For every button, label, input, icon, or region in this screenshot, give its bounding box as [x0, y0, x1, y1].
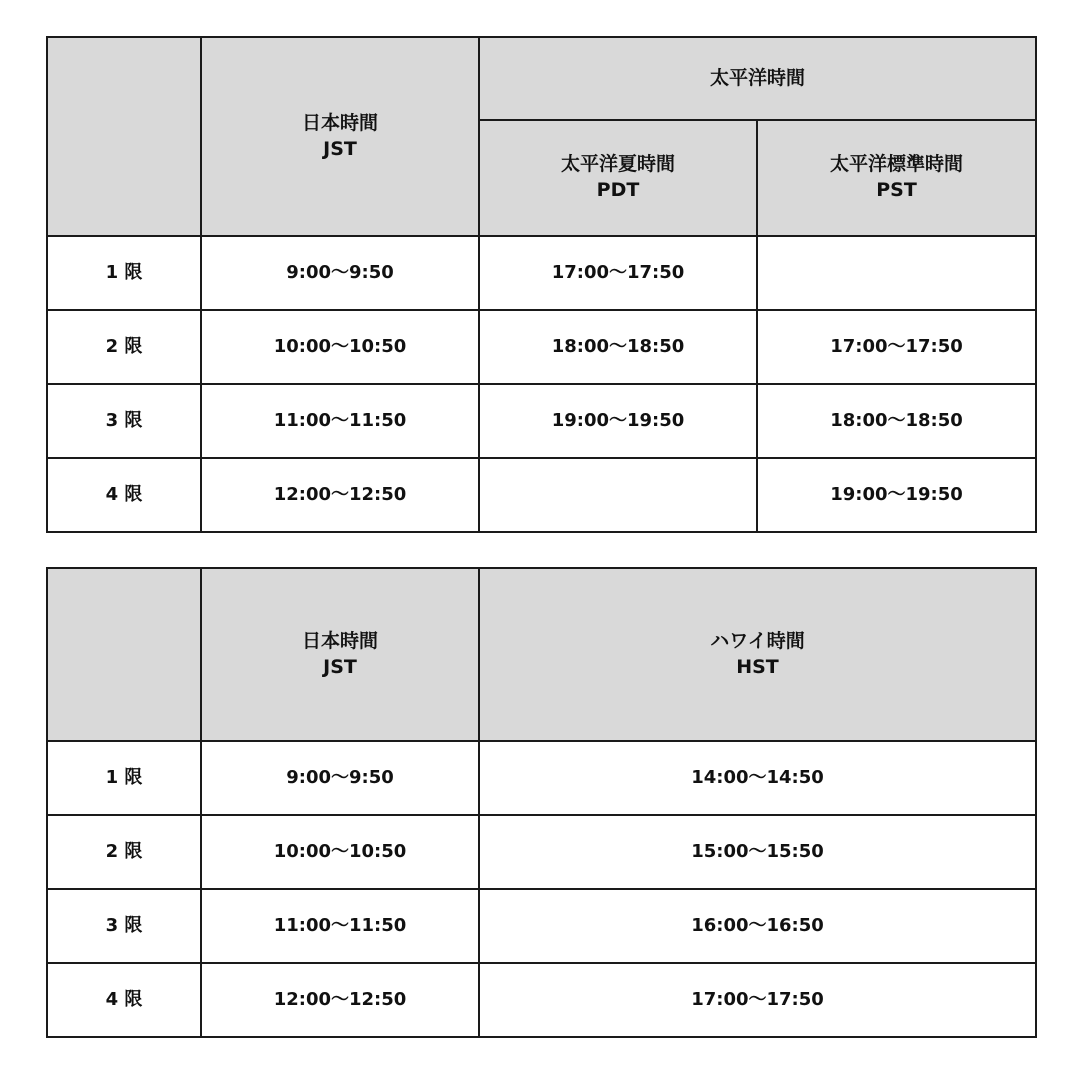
- pdt-header: [479, 120, 757, 236]
- pdt-cell: 17:00〜17:50: [479, 236, 757, 310]
- period-cell: 2 限: [47, 310, 201, 384]
- jst-cell: 12:00〜12:50: [201, 963, 479, 1037]
- pdt-cell: 18:00〜18:50: [479, 310, 757, 384]
- empty-corner-header: [47, 568, 201, 741]
- period-cell: 3 限: [47, 889, 201, 963]
- jst-cell: 11:00〜11:50: [201, 384, 479, 458]
- pst-header: [757, 120, 1036, 236]
- jst-cell: 12:00〜12:50: [201, 458, 479, 532]
- pdt-header-label: 太平洋夏時間: [560, 153, 675, 176]
- period-cell: 4 限: [47, 963, 201, 1037]
- table-row: [47, 384, 1036, 458]
- pst-cell: 18:00〜18:50: [757, 384, 1036, 458]
- pdt-cell: 19:00〜19:50: [479, 384, 757, 458]
- table-row: [47, 815, 1036, 889]
- jst-cell: 9:00〜9:50: [201, 236, 479, 310]
- table-row: [47, 741, 1036, 815]
- jst-cell: 10:00〜10:50: [201, 310, 479, 384]
- pacific-time-table: [46, 36, 1037, 533]
- jst-cell: 10:00〜10:50: [201, 815, 479, 889]
- pacific-time-header: 太平洋時間: [479, 37, 1036, 120]
- jst-cell: 11:00〜11:50: [201, 889, 479, 963]
- period-cell: 4 限: [47, 458, 201, 532]
- table-row: [47, 963, 1036, 1037]
- table-row: [47, 889, 1036, 963]
- jst-header-label: 日本時間: [301, 629, 378, 652]
- table-row: [47, 236, 1036, 310]
- period-cell: 3 限: [47, 384, 201, 458]
- jst-header-abbr: JST: [323, 655, 357, 678]
- pst-header-label: 太平洋標準時間: [830, 153, 964, 176]
- period-cell: 1 限: [47, 236, 201, 310]
- pst-header-abbr: PST: [876, 179, 917, 201]
- hst-cell: 16:00〜16:50: [479, 889, 1036, 963]
- jst-header-abbr: JST: [323, 137, 357, 160]
- hawaii-time-table: [46, 567, 1037, 1038]
- pst-cell: [757, 236, 1036, 310]
- pst-cell: 17:00〜17:50: [757, 310, 1036, 384]
- table-row: [47, 458, 1036, 532]
- hst-cell: 15:00〜15:50: [479, 815, 1036, 889]
- jst-cell: 9:00〜9:50: [201, 741, 479, 815]
- period-cell: 2 限: [47, 815, 201, 889]
- hst-header: [479, 568, 1036, 741]
- empty-corner-header: [47, 37, 201, 236]
- jst-header-label: 日本時間: [301, 111, 378, 134]
- pst-cell: 19:00〜19:50: [757, 458, 1036, 532]
- table-row: [47, 310, 1036, 384]
- period-cell: 1 限: [47, 741, 201, 815]
- hst-header-label: ハワイ時間: [710, 629, 805, 652]
- pdt-cell: [479, 458, 757, 532]
- hst-cell: 17:00〜17:50: [479, 963, 1036, 1037]
- jst-header: [201, 37, 479, 236]
- pdt-header-abbr: PDT: [596, 179, 640, 201]
- hst-header-abbr: HST: [736, 655, 779, 678]
- hst-cell: 14:00〜14:50: [479, 741, 1036, 815]
- jst-header: [201, 568, 479, 741]
